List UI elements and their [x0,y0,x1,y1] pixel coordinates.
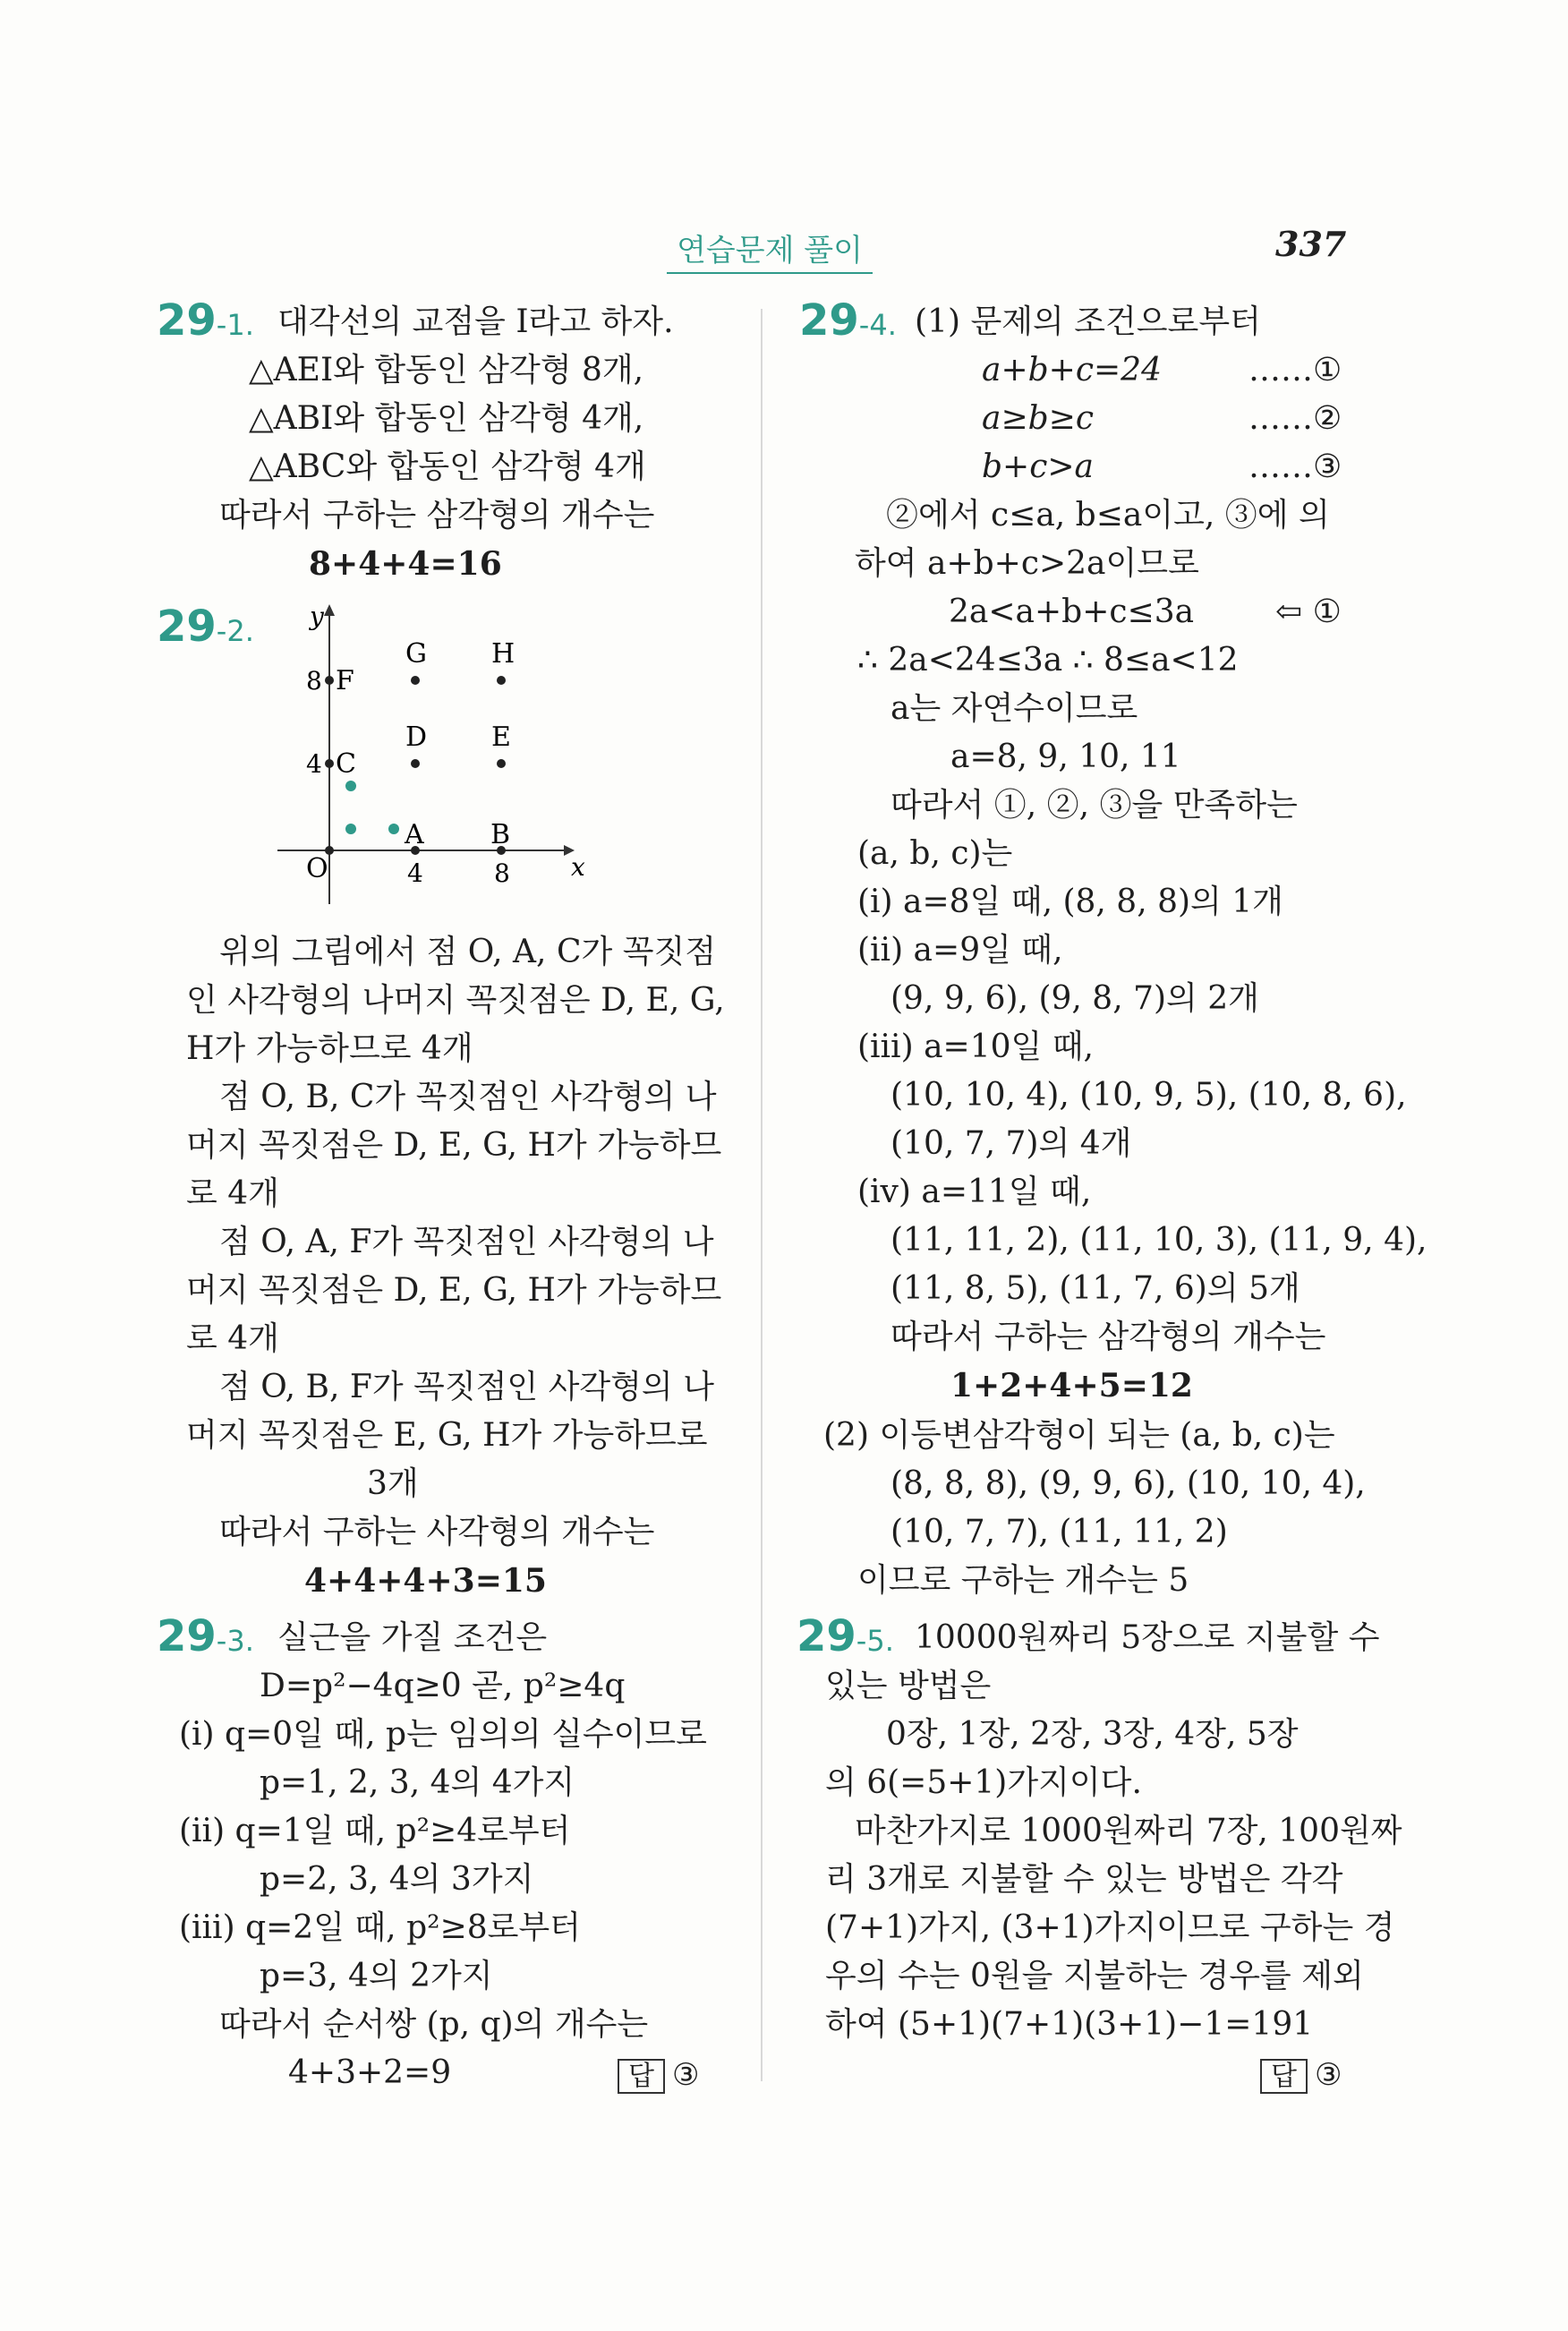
p4-line: b+c>a [982,448,1094,485]
origin-label: O [306,853,328,884]
p5-line: 우의 수는 0원을 지불하는 경우를 제외 [825,1958,1364,1994]
y-axis-arrow-icon [324,604,335,616]
p2-line: 점 O, A, F가 꼭짓점인 사각형의 나 [219,1224,714,1260]
p1-line: △ABC와 합동인 삼각형 4개 [249,448,646,485]
problem-number-29-4: 29-4. [799,295,897,346]
p3-line: p=3, 4의 2가지 [260,1958,493,1994]
p4-line: 1+2+4+5=12 [950,1367,1193,1405]
label-g: G [405,638,427,670]
p2-line: 점 O, B, C가 꼭짓점인 사각형의 나 [219,1079,717,1115]
p2-line: 머지 꼭짓점은 D, E, G, H가 가능하므 [186,1127,722,1164]
p4-line: 이므로 구하는 개수는 5 [857,1562,1189,1599]
p4-line: 따라서 구하는 삼각형의 개수는 [891,1319,1326,1355]
p4-line: ∴ 2a<24≤3a ∴ 8≤a<12 [857,642,1239,679]
page-header-title: 연습문제 풀이 [667,226,873,274]
p5-line: 10000원짜리 5장으로 지불할 수 [915,1619,1380,1656]
x-axis-label: x [571,852,585,882]
p3-line: (ⅱ) q=1일 때, p²≥4로부터 [179,1813,571,1849]
p4-line: (11, 11, 2), (11, 10, 3), (11, 9, 4), [891,1222,1427,1259]
p4-ref: ……② [1248,400,1342,437]
p5-line: (7+1)가지, (3+1)가지이므로 구하는 경 [825,1909,1395,1946]
p3-answer [618,2054,699,2093]
problem-number-29-2: 29-2. [157,602,254,652]
label-d: D [405,722,428,753]
p1-line: 8+4+4=16 [309,545,502,583]
answer-value: ③ [671,2057,700,2093]
p2-line: 따라서 구하는 사각형의 개수는 [219,1514,655,1550]
label-c: C [336,748,356,780]
p3-line: 따라서 순서쌍 (p, q)의 개수는 [219,2006,649,2043]
p5-line: 마찬가지로 1000원짜리 7장, 100원짜 [855,1813,1402,1849]
teal-point [388,824,399,834]
p4-ref: ⇦ ① [1275,593,1342,630]
p4-line: (ⅲ) a=10일 때, [857,1029,1094,1065]
p2-line: 인 사각형의 나머지 꼭짓점은 D, E, G, [186,982,725,1019]
p2-line: 3개 [367,1465,419,1502]
answer-box-label: 답 [618,2059,665,2094]
tick-x-8: 8 [494,858,510,888]
p4-line: (10, 10, 4), (10, 9, 5), (10, 8, 6), [891,1077,1407,1114]
teal-point [345,781,356,791]
p2-line: 4+4+4+3=15 [304,1562,547,1600]
label-h: H [491,638,516,670]
point-h [497,676,506,685]
answer-value: ③ [1314,2057,1342,2093]
p5-line: 0장, 1장, 2장, 3장, 4장, 5장 [886,1716,1299,1753]
point-o [325,846,334,855]
tick-x-4: 4 [407,858,423,888]
point-g [411,676,420,685]
p4-line: a=8, 9, 10, 11 [950,739,1181,775]
p3-line: p=1, 2, 3, 4의 4가지 [260,1764,575,1801]
p2-line: 위의 그림에서 점 O, A, C가 꼭짓점 [219,934,717,970]
problem-number-29-3: 29-3. [157,1611,254,1661]
p1-line: 따라서 구하는 삼각형의 개수는 [219,497,655,534]
p4-line: (1) 문제의 조건으로부터 [915,303,1261,340]
p4-line: 하여 a+b+c>2a이므로 [855,545,1199,582]
p5-line: 리 3개로 지불할 수 있는 방법은 각각 [825,1861,1343,1898]
y-axis-label: y [310,602,324,631]
p4-ref: ……① [1248,352,1342,388]
p4-line: 따라서 ①, ②, ③을 만족하는 [891,787,1298,824]
coordinate-graph [268,600,591,913]
point-c [325,759,334,768]
p2-line: 로 4개 [186,1320,279,1357]
label-f: F [336,665,354,696]
p4-line: ②에서 c≤a, b≤a이고, ③에 의 [886,497,1330,534]
page-number: 337 [1275,224,1347,264]
label-e: E [491,722,511,753]
p4-line: (8, 8, 8), (9, 9, 6), (10, 10, 4), [891,1465,1366,1502]
point-d [411,759,420,768]
p2-line: 로 4개 [186,1175,279,1212]
p4-line: (9, 9, 6), (9, 8, 7)의 2개 [891,980,1259,1017]
p4-line: (ⅱ) a=9일 때, [857,932,1063,969]
p3-line: (ⅲ) q=2일 때, p²≥8로부터 [179,1909,581,1946]
p1-line: △ABI와 합동인 삼각형 4개, [249,400,644,437]
p4-line: (ⅳ) a=11일 때, [857,1174,1092,1210]
p3-line: D=p²−4q≥0 곧, p²≥4q [260,1668,626,1704]
p5-line: 의 6(=5+1)가지이다. [825,1764,1142,1801]
p4-line: a+b+c=24 [982,352,1162,388]
p1-line: 대각선의 교점을 I라고 하자. [277,303,674,340]
tick-y-8: 8 [306,666,322,696]
tick-y-4: 4 [306,749,322,779]
label-a: A [405,819,424,850]
p4-line: (10, 7, 7), (11, 11, 2) [891,1514,1228,1550]
column-divider [761,309,763,2081]
p5-answer [1260,2054,1342,2093]
problem-number-29-5: 29-5. [797,1611,894,1661]
p4-line: a는 자연수이므로 [891,690,1138,727]
p2-line: H가 가능하므로 4개 [186,1030,473,1067]
p3-line: 4+3+2=9 [288,2054,452,2091]
p2-line: 머지 꼭짓점은 E, G, H가 가능하므로 [186,1417,708,1454]
p4-line: (10, 7, 7)의 4개 [891,1125,1132,1162]
label-b: B [490,819,511,850]
p2-line: 점 O, B, F가 꼭짓점인 사각형의 나 [219,1369,714,1405]
p4-line: a≥b≥c [982,400,1094,437]
p4-line: (ⅰ) a=8일 때, (8, 8, 8)의 1개 [857,884,1283,920]
p5-line: 있는 방법은 [825,1668,992,1704]
p1-line: △AEI와 합동인 삼각형 8개, [249,352,644,388]
point-f [325,676,334,685]
p5-line: 하여 (5+1)(7+1)(3+1)−1=191 [825,2006,1314,2043]
p4-line: 2a<a+b+c≤3a [949,593,1195,630]
point-e [497,759,506,768]
p3-line: 실근을 가질 조건은 [277,1619,548,1656]
p4-line: (2) 이등변삼각형이 되는 (a, b, c)는 [823,1417,1335,1454]
p4-line: (11, 8, 5), (11, 7, 6)의 5개 [891,1270,1300,1307]
p2-line: 머지 꼭짓점은 D, E, G, H가 가능하므 [186,1272,722,1309]
p4-line: (a, b, c)는 [857,835,1013,872]
p4-ref: ……③ [1248,448,1342,485]
p3-line: (ⅰ) q=0일 때, p는 임의의 실수이므로 [179,1716,707,1753]
teal-point [345,824,356,834]
problem-number-29-1: 29-1. [157,295,254,346]
p3-line: p=2, 3, 4의 3가지 [260,1861,534,1898]
answer-box-label: 답 [1260,2059,1308,2094]
